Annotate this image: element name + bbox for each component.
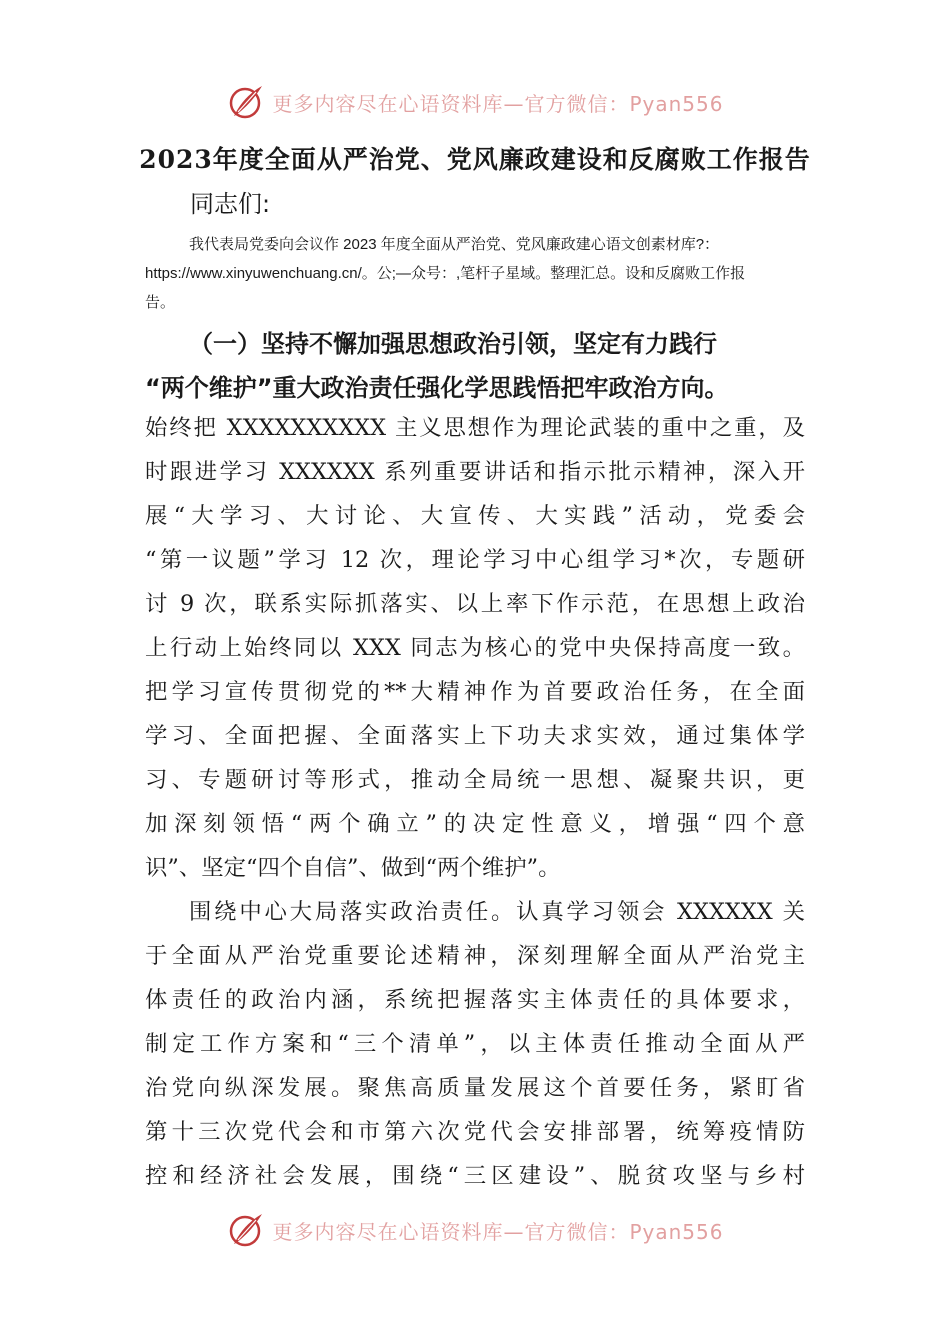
banner-text: 更多内容尽在心语资料库—官方微信：Pyan556 <box>272 91 724 116</box>
greeting: 同志们: <box>190 190 271 218</box>
paragraph-line: 控和经济社会发展，围绕“三区建设”、脱贫攻坚与乡村 <box>145 1163 805 1189</box>
paragraph-line: 体责任的政治内涵，系统把握落实主体责任的具体要求， <box>145 987 805 1013</box>
body-text <box>145 406 805 1198</box>
document-title: 2023年度全面从严治党、党风廉政建设和反腐败工作报告 <box>139 145 811 174</box>
paragraph-line: 把学习宣传贯彻党的**大精神作为首要政治任务，在全面 <box>145 679 805 705</box>
intro-paragraph <box>145 230 805 317</box>
paragraph-line: 习、专题研讨等形式，推动全局统一思想、凝聚共识，更 <box>145 767 805 793</box>
paragraph-line: 加深刻领悟“两个确立”的决定性意义，增强“四个意 <box>145 811 805 837</box>
paragraph-line: 上行动上始终同以 XXX 同志为核心的党中央保持高度一致。 <box>145 635 805 661</box>
paragraph-line: 治党向纵深发展。聚焦高质量发展这个首要任务，紧盯省 <box>145 1075 805 1101</box>
paragraph-line: 识”、坚定“四个自信”、做到“两个维护”。 <box>145 855 561 881</box>
paragraph-line: 讨 9 次，联系实际抓落实、以上率下作示范，在思想上政治 <box>145 591 805 617</box>
footer-watermark-banner <box>0 1208 950 1252</box>
heading-line: （一）坚持不懈加强思想政治引领，坚定有力践行 <box>189 330 717 358</box>
paragraph-line: 学习、全面把握、全面落实上下功夫求实效，通过集体学 <box>145 723 805 749</box>
intro-line: 告。 <box>145 294 176 311</box>
paragraph-line: “第一议题”学习 12 次，理论学习中心组学习*次，专题研 <box>145 547 805 573</box>
paragraph-line: 始终把 XXXXXXXXXX 主义思想作为理论武装的重中之重，及 <box>145 415 805 441</box>
paragraph-line: 时跟进学习 XXXXXX 系列重要讲话和指示批示精神，深入开 <box>145 459 805 485</box>
section-heading <box>145 322 805 410</box>
paragraph-line: 制定工作方案和“三个清单”，以主体责任推动全面从严 <box>145 1031 805 1057</box>
header-watermark-banner <box>0 80 950 124</box>
intro-line: 我代表局党委向会议作 2023 年度全面从严治党、党风廉政建心语文创素材库?： <box>189 236 720 253</box>
heading-line: “两个维护”重大政治责任强化学思践悟把牢政治方向。 <box>145 374 729 402</box>
feather-pen-logo-icon <box>226 82 266 122</box>
paragraph-line: 展“大学习、大讨论、大宣传、大实践”活动，党委会 <box>145 503 805 529</box>
intro-line: https://www.xinyuwenchuang.cn/。公;—众号：,笔杆子星域。整理汇总。设和反腐败工作报 <box>145 265 746 282</box>
banner-text: 更多内容尽在心语资料库—官方微信：Pyan556 <box>272 1219 724 1244</box>
paragraph-line: 第十三次党代会和市第六次党代会安排部署，统筹疫情防 <box>145 1119 805 1145</box>
feather-pen-logo-icon <box>226 1210 266 1250</box>
paragraph-line: 围绕中心大局落实政治责任。认真学习领会 XXXXXX 关 <box>189 899 805 925</box>
paragraph-line: 于全面从严治党重要论述精神，深刻理解全面从严治党主 <box>145 943 805 969</box>
